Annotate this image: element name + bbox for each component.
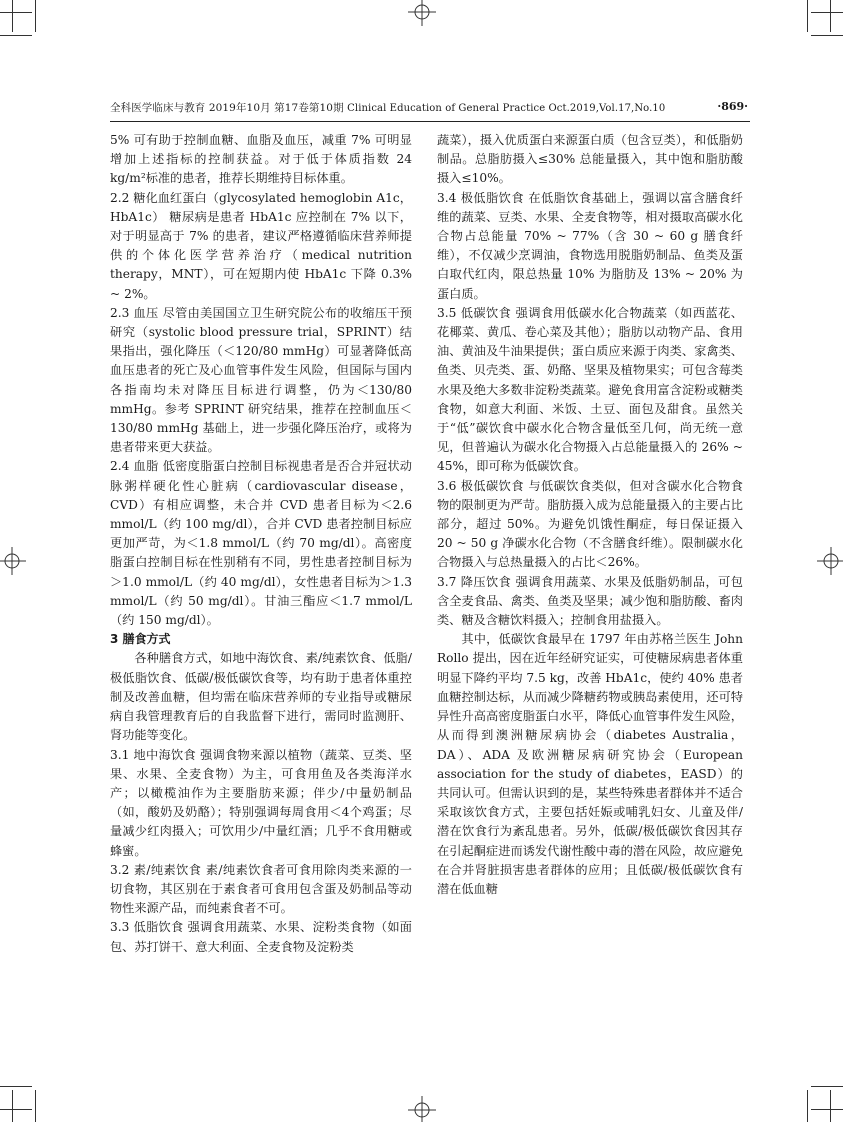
crop-mark: [12, 0, 13, 32]
paragraph: 3.1 地中海饮食 强调食物来源以植物（蔬菜、豆类、坚果、水果、全麦食物）为主，可食用鱼及各类海洋水产；以橄榄油作为主要脂肪来源；伴少/中量奶制品（如，酸奶及奶酪）；特别强调每周食用＜4个鸡蛋；尽量减少红肉摄入；可饮用少/中量红酒；几乎不食用糖或蜂蜜。: [110, 747, 412, 858]
journal-title-en: Clinical Education of General Practice Oct.2019,Vol.17,No.10: [347, 103, 666, 114]
paragraph: 3.2 素/纯素饮食 素/纯素饮食者可食用除肉类来源的一切食物，其区别在于素食者可食用包含蛋及奶制品等动物性来源产品，而纯素食者不可。: [110, 862, 412, 916]
crop-mark: [811, 1086, 843, 1087]
page-number: ·869·: [717, 100, 748, 113]
running-header: [110, 100, 665, 115]
paragraph: 3.6 极低碳饮食 与低碳饮食类似，但对含碳水化合物食物的限制更为严苛。脂肪摄入成为总能量摄入的主要占比部分，超过 50%。为避免饥饿性酮症，每日保证摄入 20 ~ 50 g 净碳水化合物（不含膳食纤维）。限制碳水化合物摄入与总热量摄入的占比＜26%。: [437, 478, 743, 570]
registration-mark-right: [817, 545, 843, 577]
header-rule: [110, 121, 750, 122]
crop-mark: [0, 1086, 32, 1087]
registration-mark-top: [406, 0, 438, 26]
crop-mark: [0, 35, 32, 36]
paragraph: 3.3 低脂饮食 强调食用蔬菜、水果、淀粉类食物（如面包、苏打饼干、意大利面、全麦食物及淀粉类: [110, 920, 412, 954]
crop-mark: [830, 0, 831, 32]
registration-mark-bottom: [406, 1096, 438, 1122]
crop-mark: [12, 1090, 13, 1122]
paragraph: 2.2 糖化血红蛋白（glycosylated hemoglobin A1c，HbA1c） 糖尿病是患者 HbA1c 应控制在 7% 以下，对于明显高于 7% 的患者，建议严格遵循临床营养师提供的个体化医学营养治疗（medical nutrition therapy，MNT），可在短期内使 HbA1c 下降 0.3% ~ 2%。: [110, 190, 412, 301]
paragraph: 其中，低碳饮食最早在 1797 年由苏格兰医生 John Rollo 提出，因在近年经研究证实，可使糖尿病患者体重明显下降约平均 7.5 kg，改善 HbA1c，使约 40% 患者血糖控制达标，从而减少降糖药物或胰岛素使用，还可特异性升高高密度脂蛋白水平，降低心血管事件发生风险，从而得到澳洲糖尿病协会（diabetes Australia，DA）、ADA 及欧洲糖尿病研究协会（European association for the study of diabetes，EASD）的共同认可。但需认识到的是，某些特殊患者群体并不适合采取该饮食方式，主要包括妊娠或哺乳妇女、儿童及伴/潜在饮食行为紊乱患者。另外，低碳/极低碳饮食因其存在引起酮症进而诱发代谢性酸中毒的潜在风险，故应避免在合并肾脏损害患者群体的应用；且低碳/极低碳饮食有潜在低血糖: [437, 632, 743, 896]
paragraph: 5% 可有助于控制血糖、血脂及血压，减重 7% 可明显增加上述指标的控制获益。对于低于体质指数 24 kg/m²标准的患者，推荐长期维持目标体重。: [110, 133, 412, 186]
journal-title-cn: 全科医学临床与教育 2019年10月 第17卷第10期: [110, 102, 344, 114]
section-heading: 3 膳食方式: [110, 632, 171, 647]
crop-mark: [811, 1109, 843, 1110]
paragraph: 2.3 血压 尽管由美国国立卫生研究院公布的收缩压干预研究（systolic blood pressure trial，SPRINT）结果指出，强化降压（＜120/80 mmHg）可显著降低高血压患者的死亡及心血管事件发生风险，但国际与国内各指南均未对降压目标进行调整，仍为＜130/80 mmHg。参考 SPRINT 研究结果，推荐在控制血压＜130/80 mmHg 基础上，进一步强化降压治疗，或将为患者带来更大获益。: [110, 305, 412, 455]
crop-mark: [811, 12, 843, 13]
paragraph: 3.7 降压饮食 强调食用蔬菜、水果及低脂奶制品，可包含全麦食品、禽类、鱼类及坚果；减少饱和脂肪酸、畜肉类、糖及含糖饮料摄入；控制食用盐摄入。: [437, 574, 743, 628]
right-column: [437, 131, 743, 899]
paragraph: 3.5 低碳饮食 强调食用低碳水化合物蔬菜（如西蓝花、花椰菜、黄瓜、卷心菜及其他）；脂肪以动物产品、食用油、黄油及牛油果提供；蛋白质应来源于肉类、家禽类、鱼类、贝壳类、蛋、奶酪、坚果及植物果实；可包含莓类水果及绝大多数非淀粉类蔬菜。避免食用富含淀粉或糖类食物，如意大利面、米饭、土豆、面包及甜食。虽然关于“低”碳饮食中碳水化合物含量低至几何，尚无统一意见，但普遍认为碳水化合物摄入占总能量摄入的 26% ~ 45%，即可称为低碳饮食。: [437, 305, 743, 474]
crop-mark: [830, 1090, 831, 1122]
paragraph: 2.4 血脂 低密度脂蛋白控制目标视患者是否合并冠状动脉粥样硬化性心脏病（cardiovascular disease，CVD）有相应调整，未合并 CVD 患者目标为＜2.6 mmol/L（约 100 mg/dl），合并 CVD 患者控制目标应更加严苛，为＜1.8 mmol/L（约 70 mg/dl）。高密度脂蛋白控制目标在性别稍有不同，男性患者控制目标为＞1.0 mmol/L（约 40 mg/dl），女性患者目标为＞1.3 mmol/L（约 50 mg/dl）。甘油三酯应＜1.7 mmol/L（约 150 mg/dl）。: [110, 459, 412, 628]
crop-mark: [807, 1090, 808, 1122]
crop-mark: [0, 1109, 32, 1110]
left-column: [110, 131, 412, 957]
crop-mark: [811, 35, 843, 36]
crop-mark: [35, 0, 36, 32]
crop-mark: [35, 1090, 36, 1122]
paragraph: 各种膳食方式，如地中海饮食、素/纯素饮食、低脂/极低脂饮食、低碳/极低碳饮食等，均有助于患者体重控制及改善血糖，但均需在临床营养师的专业指导或糖尿病自我管理教育后的自我监督下进行，需同时监测肝、肾功能等变化。: [110, 651, 412, 743]
registration-mark-left: [0, 545, 26, 577]
paragraph: 3.4 极低脂饮食 在低脂饮食基础上，强调以富含膳食纤维的蔬菜、豆类、水果、全麦食物等，相对摄取高碳水化合物占总能量 70% ~ 77%（含 30 ~ 60 g 膳食纤维），不仅减少烹调油，食物选用脱脂奶制品、鱼类及蛋白取代红肉，限总热量 10% 为脂肪及 13% ~ 20% 为蛋白质。: [437, 190, 743, 301]
crop-mark: [807, 0, 808, 32]
paragraph: 蔬菜），摄入优质蛋白来源蛋白质（包含豆类），和低脂奶制品。总脂肪摄入≤30% 总能量摄入，其中饱和脂肪酸摄入≤10%。: [437, 133, 743, 186]
crop-mark: [0, 12, 32, 13]
